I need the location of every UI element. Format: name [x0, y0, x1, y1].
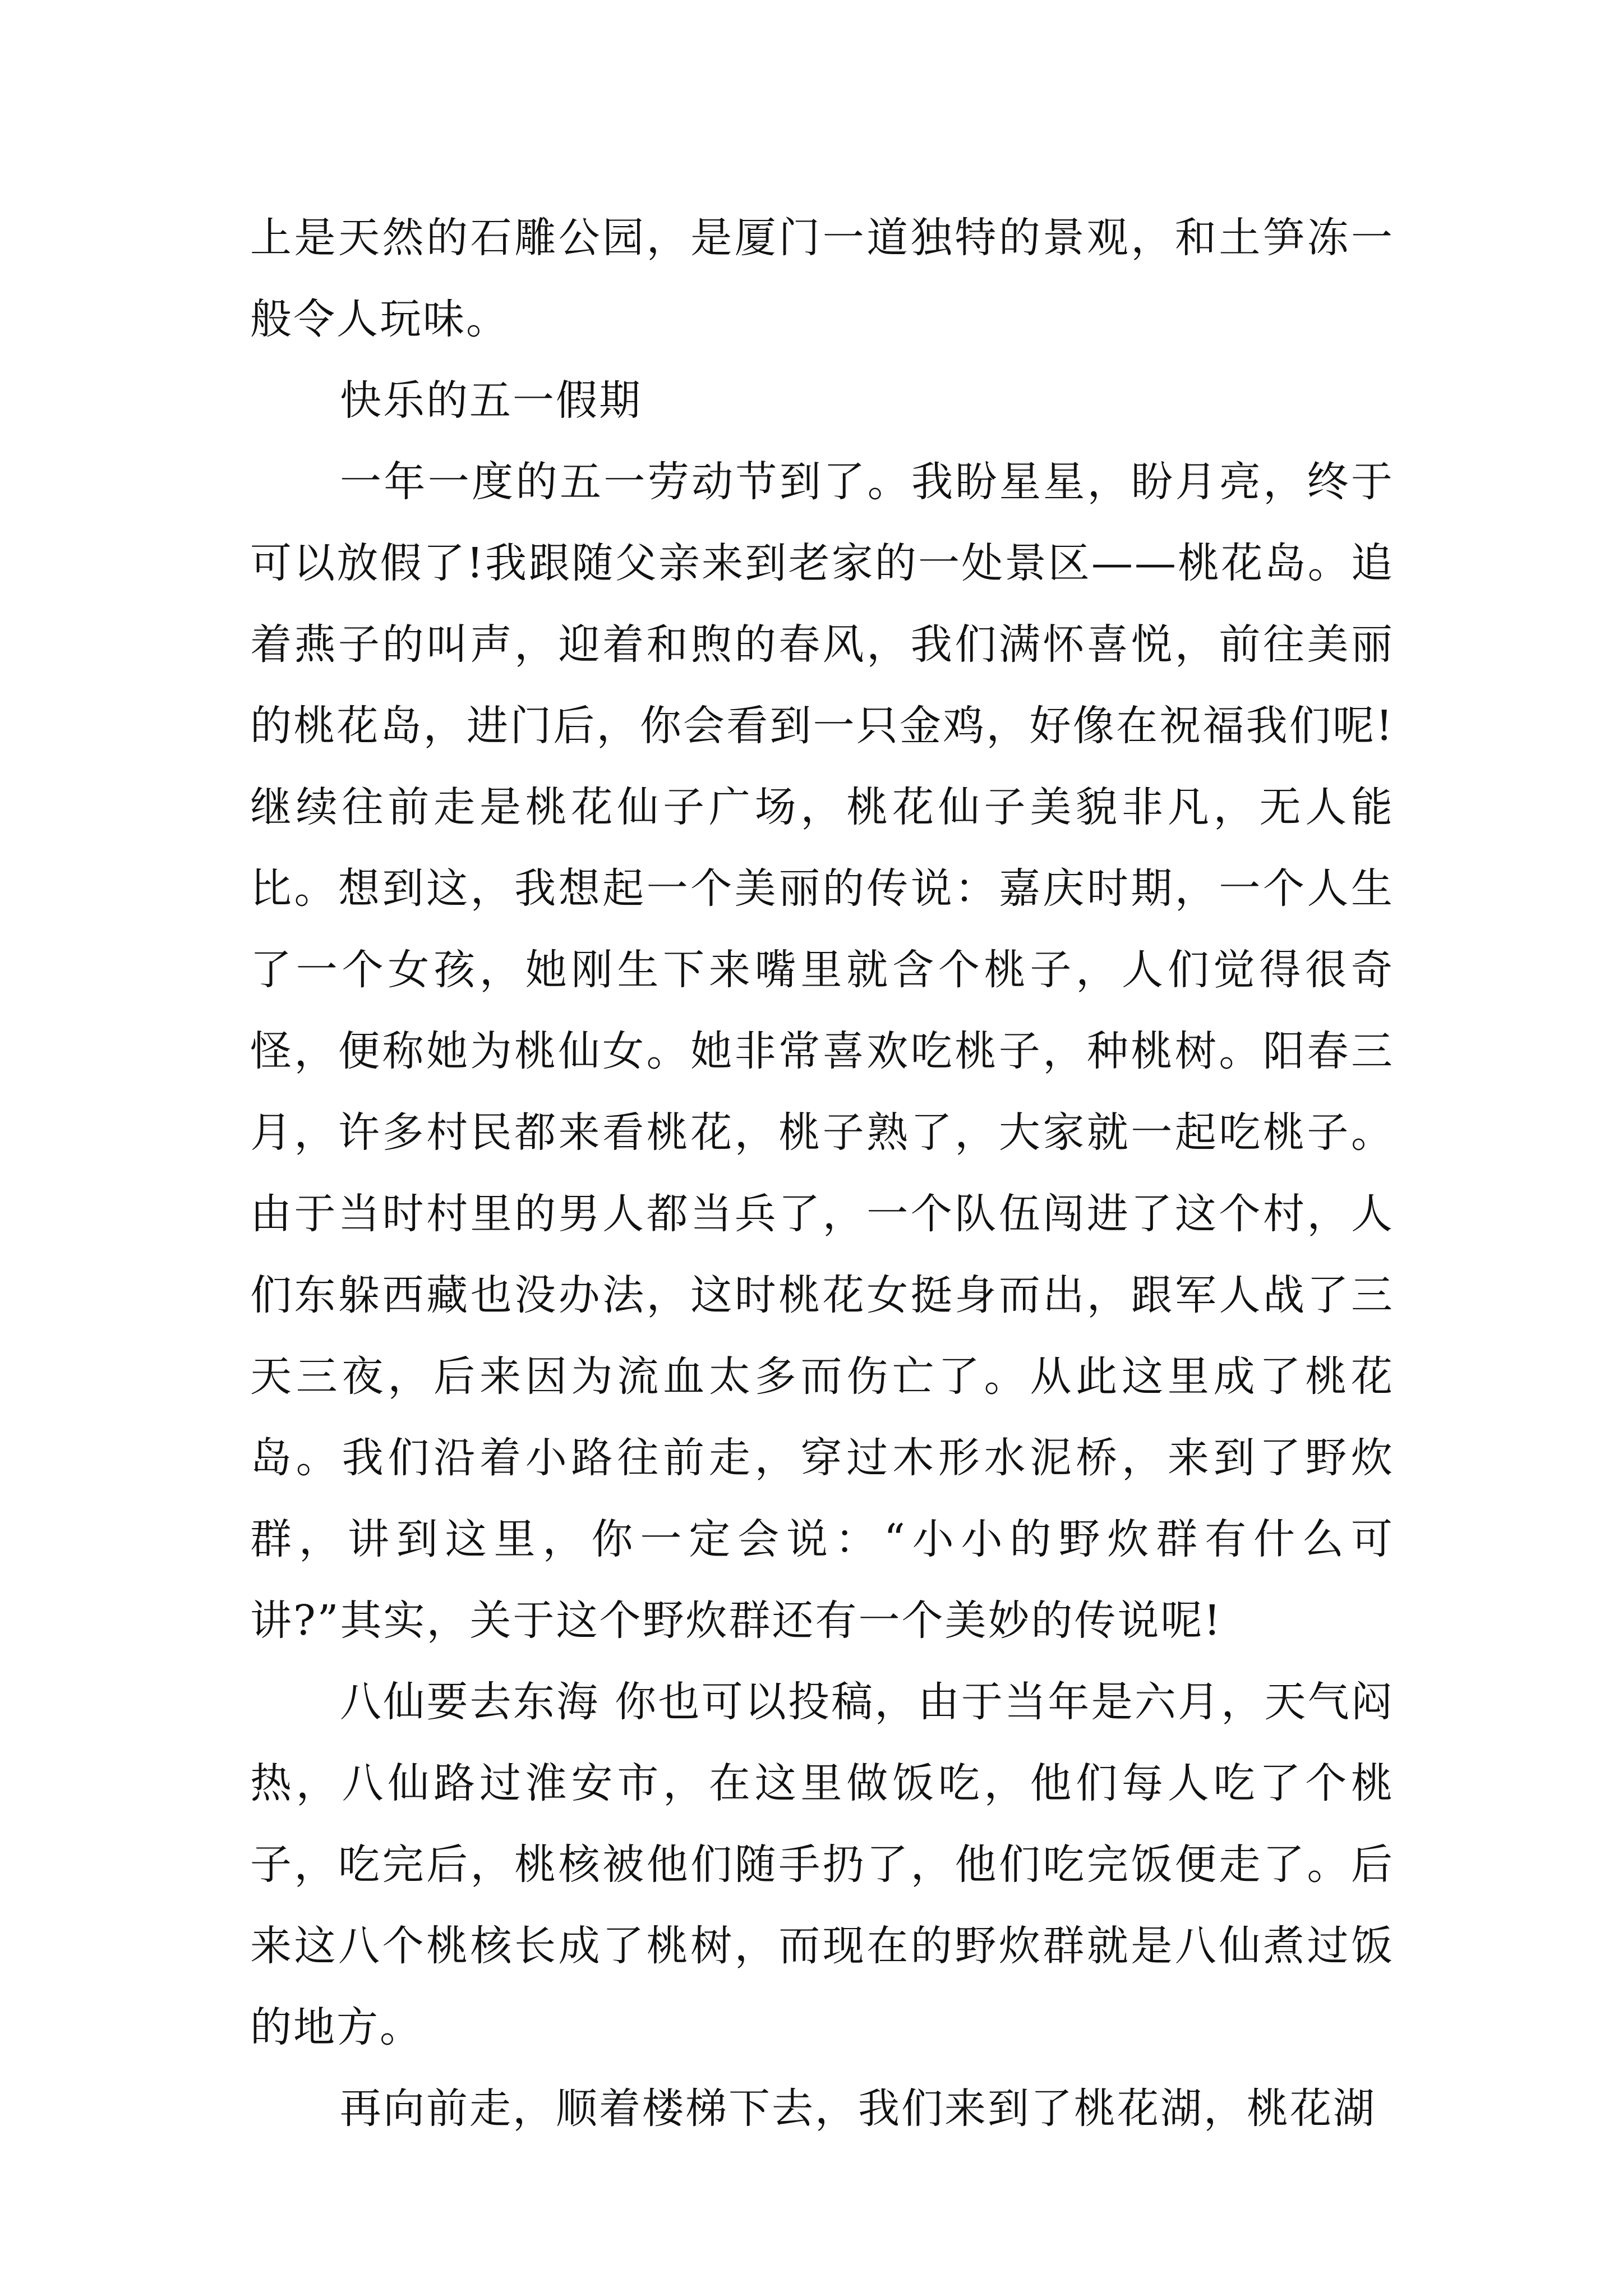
document-body: [250, 197, 1394, 2150]
body-paragraph: 八仙要去东海 你也可以投稿，由于当年是六月，天气闷热，八仙路过淮安市，在这里做饭吃，他们每人吃了个桃子，吃完后，桃核被他们随手扔了，他们吃完饭便走了。后来这八个桃核长成了桃树，而现在的野炊群就是八仙煮过饭的地方。: [250, 1678, 1394, 2051]
body-paragraph: 再向前走，顺着楼梯下去，我们来到了桃花湖，桃花湖: [340, 2085, 1376, 2133]
body-paragraph: 一年一度的五一劳动节到了。我盼星星，盼月亮，终于可以放假了!我跟随父亲来到老家的一处景区——桃花岛。追着燕子的叫声，迎着和煦的春风，我们满怀喜悦，前往美丽的桃花岛，进门后，你会看到一只金鸡，好像在祝福我们呢!继续往前走是桃花仙子广场，桃花仙子美貌非凡，无人能比。想到这，我想起一个美丽的传说：嘉庆时期，一个人生了一个女孩，她刚生下来嘴里就含个桃子，人们觉得很奇怪，便称她为桃仙女。她非常喜欢吃桃子，种桃树。阳春三月，许多村民都来看桃花，桃子熟了，大家就一起吃桃子。由于当时村里的男人都当兵了，一个队伍闯进了这个村，人们东躲西藏也没办法，这时桃花女挺身而出，跟军人战了三天三夜，后来因为流血太多而伤亡了。从此这里成了桃花岛。我们沿着小路往前走，穿过木形水泥桥，来到了野炊群，讲到这里，你一定会说：“小小的野炊群有什么可讲?”其实，关于这个野炊群还有一个美妙的传说呢!: [250, 458, 1394, 1645]
intro-paragraph: 上是天然的石雕公园，是厦门一道独特的景观，和土笋冻一般令人玩味。: [250, 214, 1394, 343]
essay-title: 快乐的五一假期: [340, 376, 642, 425]
